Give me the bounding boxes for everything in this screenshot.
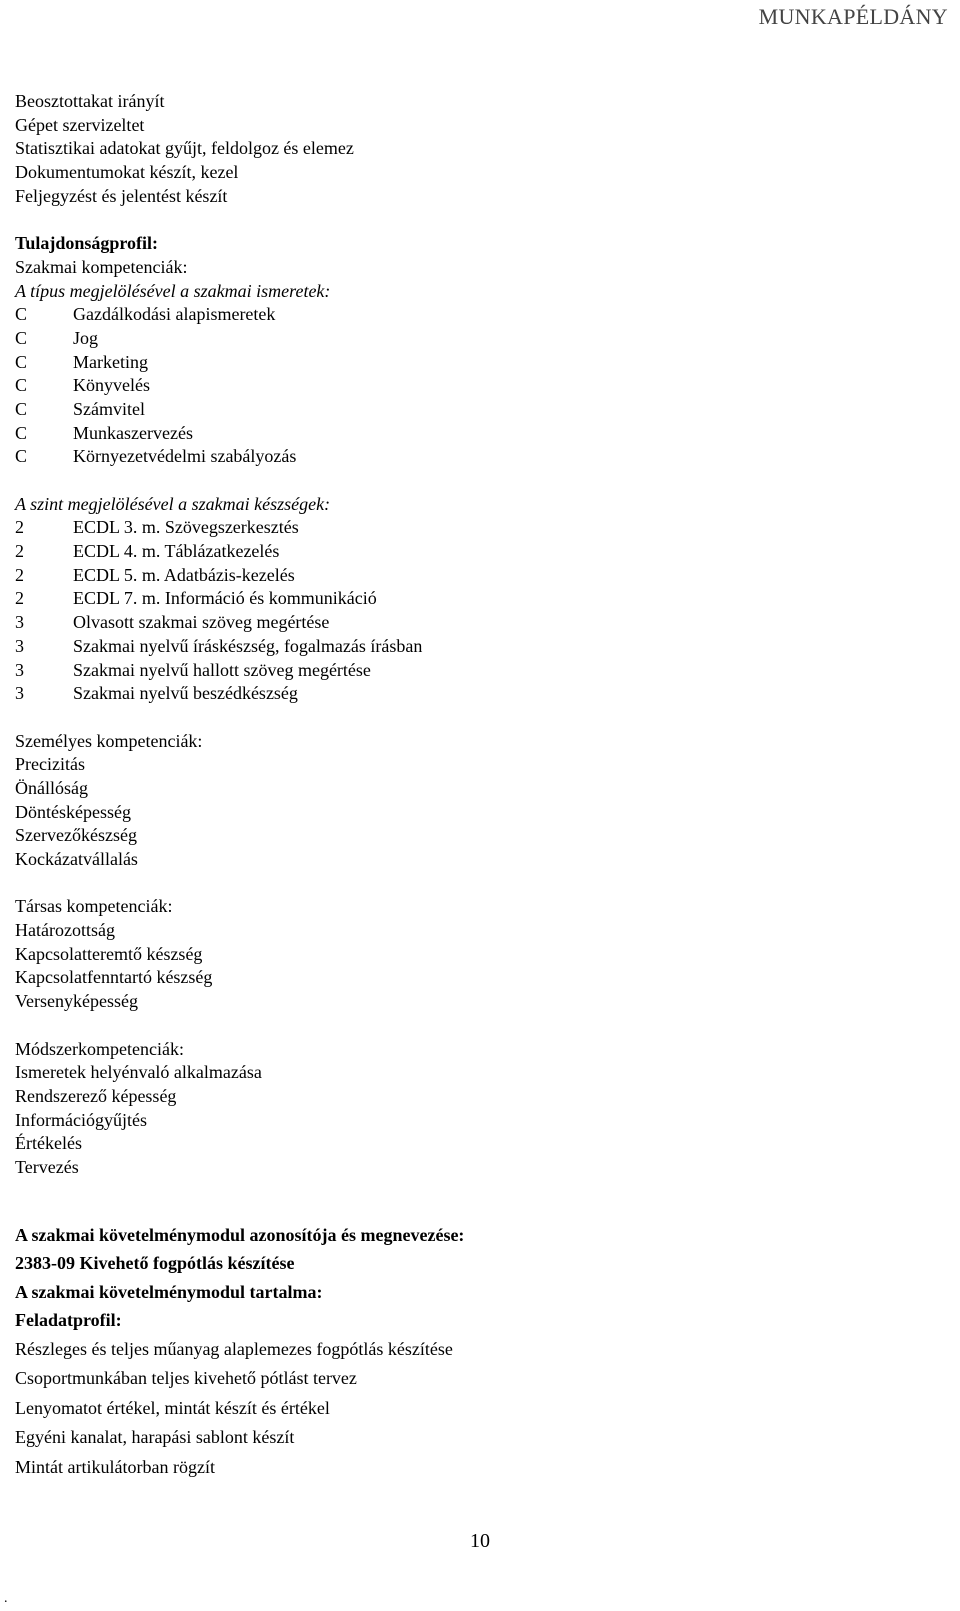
module-content-heading: A szakmai követelménymodul tartalma:	[15, 1281, 323, 1302]
module-task-item: Csoportmunkában teljes kivehető pótlást tervez	[15, 1368, 357, 1389]
property-profile-heading: Tulajdonságprofil:	[15, 233, 159, 254]
skill-level: 2	[15, 517, 24, 538]
list-item: Ismeretek helyénvaló alkalmazása	[15, 1062, 262, 1083]
document-body	[15, 90, 935, 1482]
skill-label: Szakmai nyelvű íráskészség, fogalmazás írásban	[73, 635, 423, 656]
social-competencies	[15, 895, 935, 1013]
module-id-heading: A szakmai követelménymodul azonosítója és megnevezése:	[15, 1224, 465, 1245]
document-header: MUNKAPÉLDÁNY	[758, 4, 948, 29]
knowledge-type: C	[15, 446, 28, 467]
knowledge-type: C	[15, 398, 28, 419]
skill-label: Olvasott szakmai szöveg megértése	[73, 612, 330, 633]
skill-item	[15, 587, 935, 611]
task-item: Dokumentumokat készít, kezel	[15, 162, 239, 183]
list-item: Információgyűjtés	[15, 1109, 147, 1130]
knowledge-type: C	[15, 327, 28, 348]
personal-competencies-heading: Személyes kompetenciák:	[15, 730, 203, 751]
personal-competencies	[15, 730, 935, 872]
skill-level: 3	[15, 683, 24, 704]
task-item: Feljegyzést és jelentést készít	[15, 185, 228, 206]
knowledge-heading: A típus megjelölésével a szakmai ismeretek:	[15, 280, 331, 301]
skill-item	[15, 564, 935, 588]
property-profile	[15, 232, 935, 706]
list-item: Döntésképesség	[15, 801, 131, 822]
knowledge-type: C	[15, 351, 28, 372]
skills-list	[15, 516, 935, 706]
list-item: Versenyképesség	[15, 991, 138, 1012]
skill-item	[15, 516, 935, 540]
list-item: Önállóság	[15, 777, 88, 798]
list-item: Rendszerező képesség	[15, 1085, 177, 1106]
knowledge-label: Könyvelés	[73, 375, 150, 396]
skill-level: 3	[15, 612, 24, 633]
list-item: Határozottság	[15, 920, 115, 941]
task-item: Gépet szervizeltet	[15, 114, 145, 135]
skill-item	[15, 659, 935, 683]
skills-heading: A szint megjelölésével a szakmai készségek:	[15, 493, 331, 514]
skill-level: 2	[15, 541, 24, 562]
skill-label: Szakmai nyelvű beszédkészség	[73, 683, 298, 704]
knowledge-item	[15, 351, 935, 375]
skill-label: ECDL 4. m. Táblázatkezelés	[73, 541, 280, 562]
knowledge-item	[15, 398, 935, 422]
knowledge-item	[15, 303, 935, 327]
skill-label: ECDL 5. m. Adatbázis-kezelés	[73, 564, 295, 585]
module-task-item: Részleges és teljes műanyag alaplemezes fogpótlás készítése	[15, 1338, 453, 1359]
list-item: Kockázatvállalás	[15, 849, 138, 869]
knowledge-label: Marketing	[73, 351, 148, 372]
skill-label: ECDL 3. m. Szövegszerkesztés	[73, 517, 299, 538]
professional-competencies-heading: Szakmai kompetenciák:	[15, 256, 188, 277]
skill-item	[15, 611, 935, 635]
skill-level: 2	[15, 588, 24, 609]
skill-label: Szakmai nyelvű hallott szöveg megértése	[73, 659, 371, 680]
social-competencies-heading: Társas kompetenciák:	[15, 896, 173, 917]
knowledge-label: Számvitel	[73, 398, 145, 419]
method-competencies	[15, 1038, 935, 1180]
skill-item	[15, 635, 935, 659]
knowledge-item	[15, 422, 935, 446]
knowledge-item	[15, 374, 935, 398]
corner-mark: .	[4, 1591, 8, 1606]
knowledge-item	[15, 327, 935, 351]
method-competencies-heading: Módszerkompetenciák:	[15, 1038, 184, 1059]
list-item: Precizitás	[15, 754, 85, 775]
list-item: Tervezés	[15, 1156, 79, 1177]
module-id-value: 2383-09 Kivehető fogpótlás készítése	[15, 1253, 295, 1274]
task-profile-heading: Feladatprofil:	[15, 1310, 122, 1331]
module-task-item: Lenyomatot értékel, mintát készít és értékel	[15, 1397, 330, 1418]
knowledge-type: C	[15, 375, 28, 396]
requirement-module	[15, 1221, 935, 1483]
knowledge-type: C	[15, 304, 28, 325]
module-task-item: Mintát artikulátorban rögzít	[15, 1456, 215, 1477]
knowledge-label: Jog	[73, 327, 99, 348]
page-number: 10	[470, 1530, 490, 1552]
skill-label: ECDL 7. m. Információ és kommunikáció	[73, 588, 377, 609]
knowledge-label: Gazdálkodási alapismeretek	[73, 304, 276, 325]
list-item: Kapcsolatfenntartó készség	[15, 967, 213, 988]
skill-level: 3	[15, 635, 24, 656]
knowledge-label: Környezetvédelmi szabályozás	[73, 446, 297, 467]
knowledge-item	[15, 445, 935, 469]
skill-level: 3	[15, 659, 24, 680]
list-item: Kapcsolatteremtő készség	[15, 943, 203, 964]
list-item: Értékelés	[15, 1133, 82, 1154]
task-item: Beosztottakat irányít	[15, 91, 165, 111]
skill-item	[15, 682, 935, 706]
knowledge-label: Munkaszervezés	[73, 422, 193, 443]
knowledge-list	[15, 303, 935, 469]
skill-item	[15, 540, 935, 564]
task-item: Statisztikai adatokat gyűjt, feldolgoz és elemez	[15, 138, 354, 159]
list-item: Szervezőkészség	[15, 825, 137, 846]
skill-level: 2	[15, 564, 24, 585]
knowledge-type: C	[15, 422, 28, 443]
task-list	[15, 90, 935, 208]
module-task-item: Egyéni kanalat, harapási sablont készít	[15, 1427, 295, 1448]
